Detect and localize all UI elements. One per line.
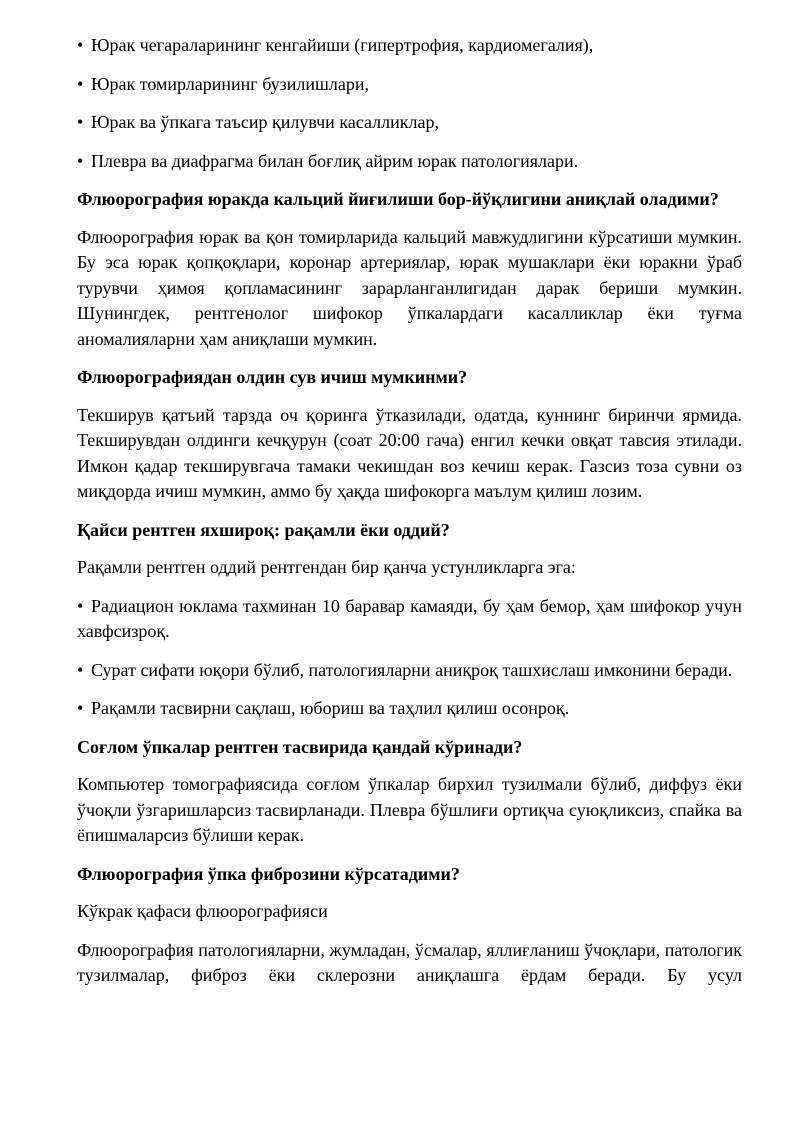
section-heading: Соғлом ўпкалар рентген тасвирида қандай кўринади? [77, 736, 523, 757]
bullet-icon: • [77, 112, 84, 132]
bullet-icon: • [77, 659, 84, 680]
bullet-icon: • [77, 150, 84, 171]
section-heading: Флюорография ўпка фиброзини кўрсатадими? [77, 863, 460, 884]
list-item: • Радиацион юклама тахминан 10 баравар камаяди, бу ҳам бемор, ҳам шифокор учун хавфсизроқ. [77, 595, 742, 641]
paragraph: Кўкрак қафаси флюорографияси [77, 901, 328, 921]
list-item: • Юрак ва ўпкага таъсир қилувчи касалликлар, [77, 110, 742, 136]
section-heading: Флюорографиядан олдин сув ичиш мумкинми? [77, 367, 468, 387]
bullet-icon: • [77, 73, 84, 94]
list-item: • Сурат сифати юқори бўлиб, патологияларни аниқроқ ташхислаш имконини беради. [77, 658, 742, 684]
paragraph: Флюорография юрак ва қон томирларида кальций мавжудлигини кўрсатиши мумкин. Бу эса юрак қопқоқлари, коронар артериялар, юрак мушаклари ёки юракни ўраб турувчи ҳимоя қопламасининг зарарланганлигидан дарак бериши мумкин. Шунингдек, рентгенолог шифокор ўпкалардаги касалликлар ёки туғма аномалияларни ҳам аниқлаши мумкин. [77, 226, 742, 349]
list-item: • Юрак чегараларининг кенгайиши (гипертрофия, кардиомегалия), [77, 33, 742, 59]
paragraph: Компьютер томографиясида соғлом ўпкалар бирхил тузилмали бўлиб, диффуз ёки ўчоқли ўзгаришларсиз тасвирланади. Плевра бўшлиғи ортиқча суюқликсиз, спайка ва ёпишмаларсиз бўлиши керак. [77, 774, 742, 845]
paragraph: Текширув қатъий тарзда оч қоринга ўтказилади, одатда, куннинг биринчи ярмида. Текширувдан олдинги кечқурун (соат 20:00 гача) енгил кечки овқат тавсия этилади. Имкон қадар текширувгача тамаки чекишдан воз кечиш керак. Газсиз тоза сувни оз миқдорда ичиш мумкин, аммо бу ҳақда шифокорга маълум қилиш лозим. [77, 404, 742, 501]
list-item: • Плевра ва диафрагма билан боғлиқ айрим юрак патологиялари. [77, 149, 742, 175]
paragraph: Рақамли рентген оддий рентгендан бир қанча устунликларга эга: [77, 557, 576, 577]
list-item: • Юрак томирларининг бузилишлари, [77, 72, 742, 98]
list-item: • Рақамли тасвирни сақлаш, юбориш ва таҳлил қилиш осонроқ. [77, 696, 742, 722]
bullet-icon: • [77, 698, 84, 718]
section-heading: Флюорография юракда кальций йиғилиши бор-йўқлигини аниқлай оладими? [77, 189, 719, 209]
bullet-icon: • [77, 35, 84, 55]
paragraph: Флюорография патологияларни, жумладан, ўсмалар, яллиғланиш ўчоқлари, патологик тузилмалар, фиброз ёки склерозни аниқлашга ёрдам беради. Бу усул [77, 939, 742, 985]
section-heading: Қайси рентген яхшироқ: рақамли ёки оддий? [77, 519, 450, 540]
bullet-icon: • [77, 595, 84, 616]
